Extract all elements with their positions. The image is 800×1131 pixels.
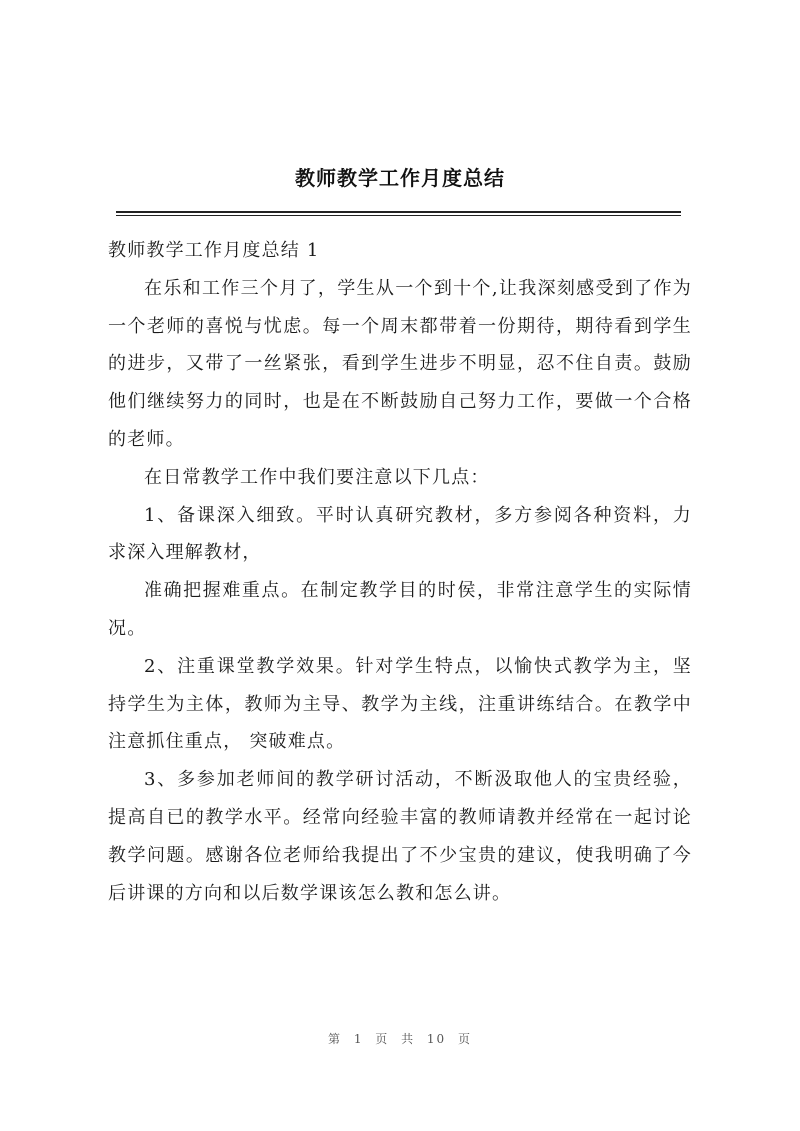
paragraph-points-lead: 在日常教学工作中我们要注意以下几点： (144, 466, 490, 488)
paragraph-point-1: 1、备课深入细致。平时认真研究教材，多方参阅各种资料，力求深入理解教材， (108, 504, 692, 564)
title-divider (116, 211, 681, 216)
page-number-footer: 第 1 页 共 10 页 (328, 1032, 472, 1046)
paragraph-intro: 在乐和工作三个月了，学生从一个到十个,让我深刻感受到了作为一个老师的喜悦与忧虑。每一个周末都带着一份期待，期待看到学生的进步，又带了一丝紧张，看到学生进步不明显，忍不住自责。鼓励他们继续努力的同时，也是在不断鼓励自己努力工作，要做一个合格的老师。 (108, 277, 692, 450)
paragraph-point-2: 2、注重课堂教学效果。针对学生特点，以愉快式教学为主，坚持学生为主体，教师为主导、教学为主线，注重讲练结合。在教学中注意抓住重点， 突破难点。 (108, 655, 692, 753)
paragraph-point-1-cont: 准确把握难重点。在制定教学目的时侯，非常注意学生的实际情况。 (108, 580, 692, 639)
document-body (108, 232, 692, 912)
paragraph-point-3: 3、多参加老师间的教学研讨活动，不断汲取他人的宝贵经验，提高自已的教学水平。经常向经验丰富的教师请教并经常在一起讨论教学问题。感谢各位老师给我提出了不少宝贵的建议，使我明确了今后讲课的方向和以后数学课该怎么教和怎么讲。 (108, 769, 692, 904)
document-title: 教师教学工作月度总结 (295, 166, 505, 190)
section-heading: 教师教学工作月度总结 1 (108, 240, 320, 261)
